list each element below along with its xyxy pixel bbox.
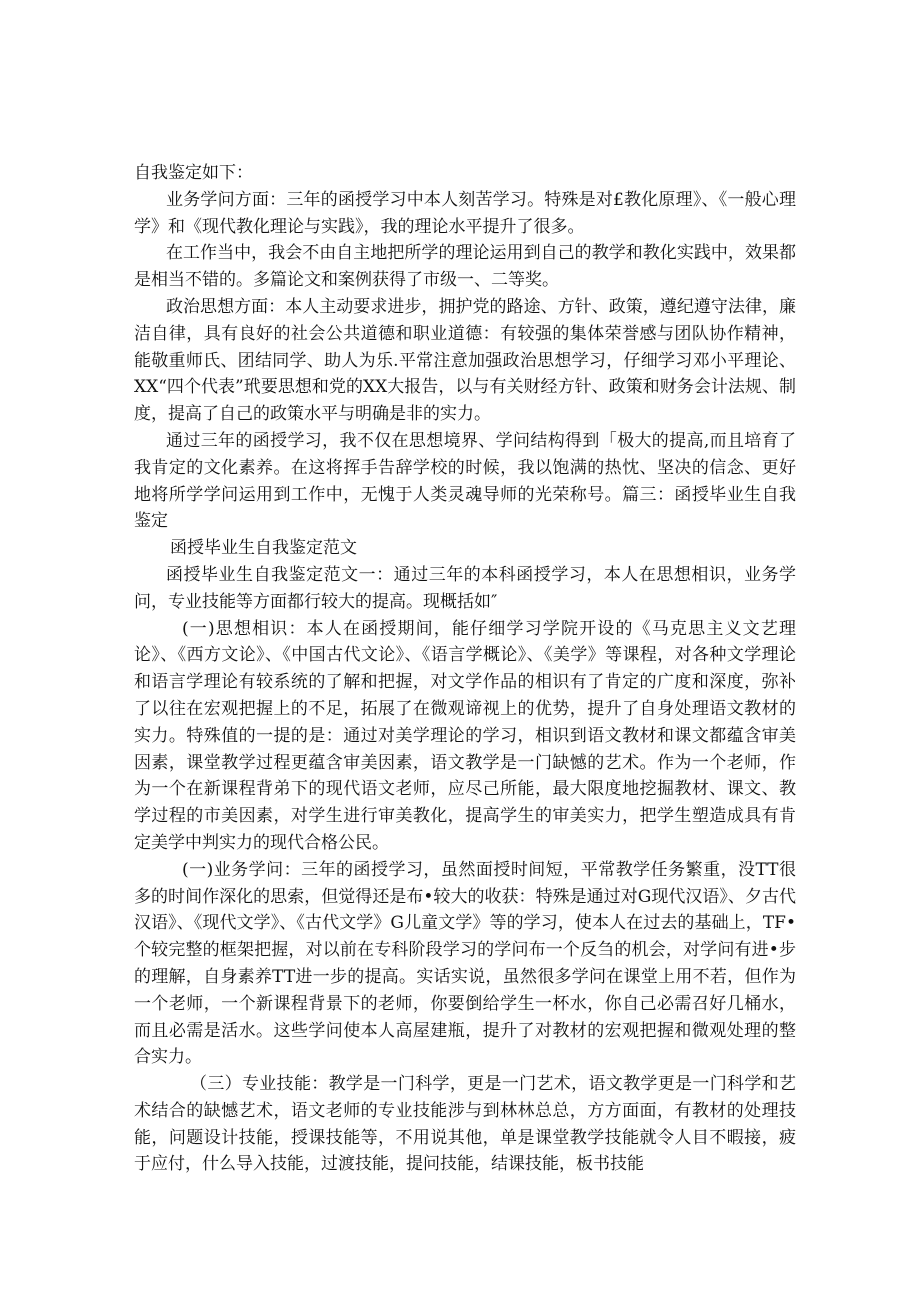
document-body <box>134 160 796 1178</box>
paragraph-sample-intro: 函授毕业生自我鉴定范文一：通过三年的本科函授学习，本人在思想相识，业务学问，专业技能等方面都行较大的提高。现概括如″ <box>134 564 796 612</box>
paragraph-political-thought: 政治思想方面：本人主动要求进步，拥护党的路途、方针、政策，遵纪遵守法律，廉洁自律，具有良好的社会公共道德和职业道德：有较强的集体荣誉感与团队协作精神，能敬重师氏、团结同学、助人为乐.平常注意加强政治思想学习，仔细学习邓小平理论、XX“四个代表”玳要思想和党的XX大报告，以与有关财经方针、政策和财务会计法规、制度，提高了自己的政策水平与明确是非的实力。 <box>134 296 796 425</box>
paragraph-intro: 自我鉴定如下： <box>134 163 253 183</box>
paragraph-work-practice: 在工作当中，我会不由自主地把所学的理论运用到自己的教学和教化实践中，效果都是相当不错的。多篇论文和案例获得了市级一、二等奖。 <box>134 243 796 291</box>
paragraph-business-study: (一)业务学问：三年的函授学习，虽然面授时间短，平常教学任务繁重，没TT很多的时间作深化的思索，但觉得还是布•较大的收获：特殊是通过对G现代汉语》、夕古代汉语》、《现代文学》、《古代文学》G儿童文学》等的学习，使本人在过去的基础上，TF•个较完整的框架把握，对以前在专科阶段学习的学问布一个反刍的机会，对学问有进•步的理解，自身素养TT进一步的提高。实话实说，虽然很多学问在课堂上用不若，但作为一个老师，一个新课程背景下的老师，你要倒给学生一杯水，你自己必需召好几桶水，而且必需是活水。这些学问使本人高屋建瓶，提升了对教材的宏观把握和微观处理的整合实力。 <box>134 859 796 1068</box>
paragraph-ideology: (一)思想相识：本人在函授期间，能仔细学习学院开设的《马克思主义文艺理论》、《西方文论》、《中国古代文论》、《语言学概论》、《美学》等课程，对各种文学理论和语言学理论有较系统的了解和把握，对文学作品的相识有了肯定的广度和深度，弥补了以往在宏观把握上的不足，拓展了在微观谛视上的优势，提升了自身处理语文教材的实力。特殊值的一提的是：通过对美学理论的学习，相识到语文教材和课文都蕴含审美因素，课堂教学过程更蕴含审美因素，语文教学是一门缺憾的艺术。作为一个老师，作为一个在新课程背弟下的现代语文老师，应尽己所能，最大限度地挖掘教材、课文、教学过程的市美因素，对学生进行审美教化，提高学生的审美实力，把学生塑造成具有肯定美学中判实力的现代合格公民。 <box>134 618 796 853</box>
paragraph-professional-skills: （三）专业技能：教学是一门科学，更是一门艺术，语文教学更是一门科学和艺术结合的缺憾艺术，语文老师的专业技能涉与到林林总总，方方面面，有教材的处理技能，问题设计技能，授课技能等，不用说其他，单是课堂教学技能就令人目不暇接，疲于应付，什么导入技能，过渡技能，提问技能，结课技能，板书技能 <box>134 1074 796 1175</box>
paragraph-business-knowledge: 业务学问方面：三年的函授学习中本人刻苦学习。特殊是对£教化原理》、《一般心理学》和《现代教化理论与实践》，我的理论水平提升了很多。 <box>134 189 796 237</box>
paragraph-summary: 通过三年的函授学习，我不仅在思想境界、学问结构得到「极大的提高,而且培育了我肯定的文化素养。在这将挥手告辞学校的时候，我以饱满的热忱、坚决的信念、更好地将所学学问运用到工作中，无愧于人类灵魂导师的光荣称号。篇三：函授毕业生自我鉴定 <box>134 430 796 532</box>
section-subtitle: 函授毕业生自我鉴定范文 <box>170 538 357 559</box>
